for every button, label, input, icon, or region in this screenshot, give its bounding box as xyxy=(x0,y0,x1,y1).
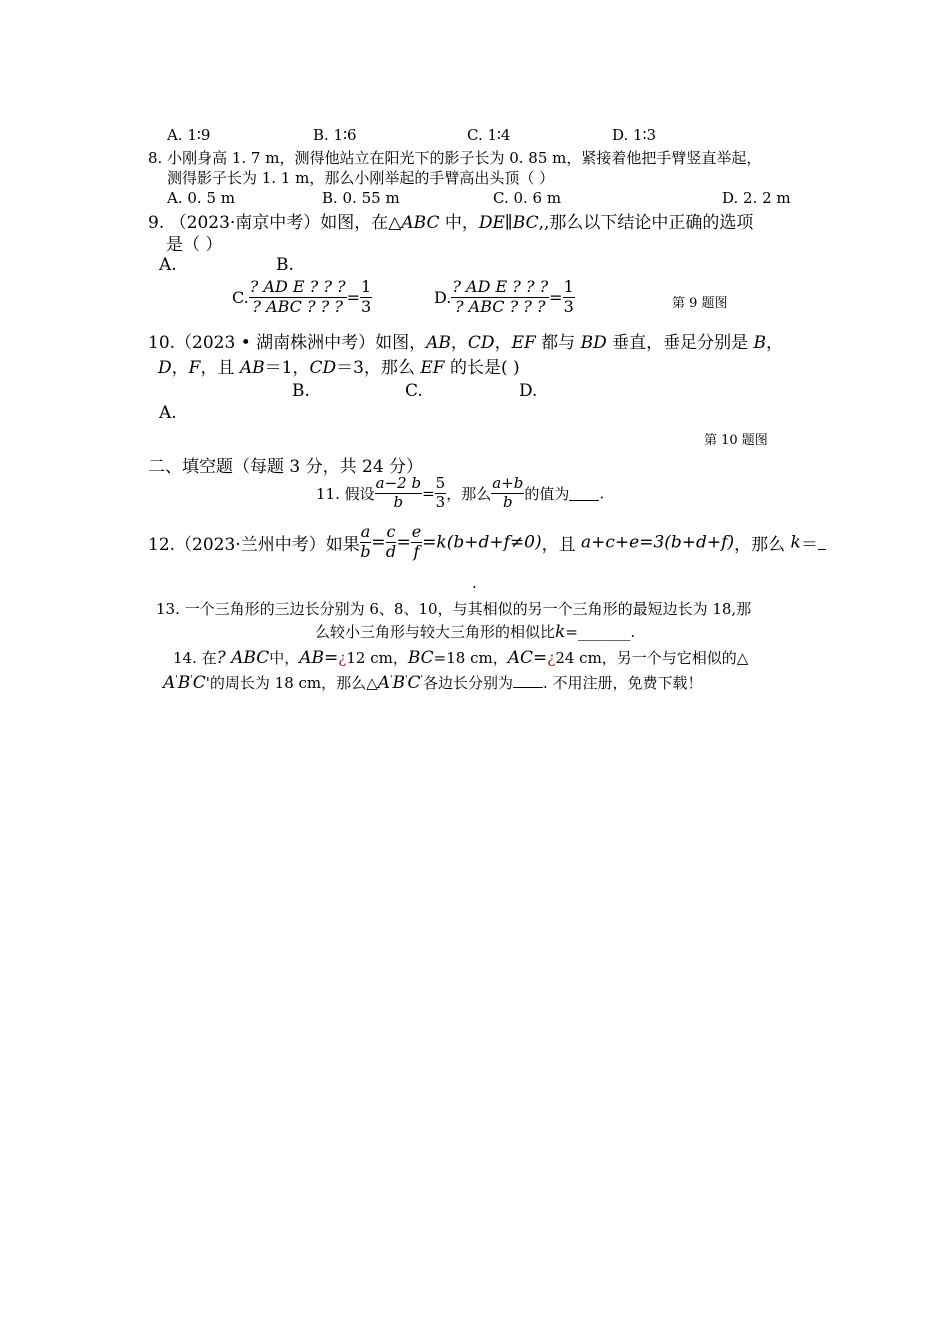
q9-option-c-ratio-num: 1 xyxy=(360,277,372,296)
q10-line2-ab: AB xyxy=(239,358,265,378)
q14-prime3: ' xyxy=(205,674,210,692)
q9-option-c-fraction xyxy=(249,279,347,316)
q12-frac-b: b xyxy=(360,541,371,561)
q14-prime4: ' xyxy=(389,675,393,685)
q12-eq2: = xyxy=(396,532,411,553)
q14-prime1: ' xyxy=(175,675,178,685)
q10-line1 xyxy=(148,328,783,353)
q12-frac-f: f xyxy=(413,541,420,561)
q10-d: D xyxy=(158,358,172,378)
q9-option-a: A. xyxy=(159,255,177,275)
q14-line2 xyxy=(163,672,703,693)
q14-eq1: = xyxy=(324,648,339,668)
q9-de: DE xyxy=(478,213,505,233)
q9-option-c-ratio xyxy=(360,279,372,316)
q14-answer-blank[interactable] xyxy=(513,673,543,688)
q9-option-c-ratio-den: 3 xyxy=(360,296,372,316)
q10-line2-eq1: ＝1， xyxy=(264,358,310,378)
q14-v1: 12 cm， xyxy=(346,649,408,667)
q9-parallel: ∥ xyxy=(504,213,513,233)
q9-option-c xyxy=(232,279,372,316)
q12-dot: . xyxy=(472,574,477,592)
q10-line2-eq2: ＝3，那么 xyxy=(336,358,421,378)
q9-option-d-ratio-num: 1 xyxy=(563,277,574,296)
q10-line2 xyxy=(158,353,520,378)
q12-frac-e: e xyxy=(411,522,422,541)
q9-option-d-ratio xyxy=(563,279,575,316)
q10-cd: CD xyxy=(467,333,495,353)
q12-fraction-cd xyxy=(386,524,397,561)
q9-bc: BC xyxy=(512,213,539,233)
q10-comma4: ， xyxy=(171,358,189,378)
q14-mid1: 中， xyxy=(269,649,300,667)
q10-ab: AB xyxy=(426,333,451,353)
q10-option-d: D. xyxy=(519,381,538,401)
q8-option-b: B. 0. 55 m xyxy=(322,189,400,207)
q12-frac-a: a xyxy=(360,522,371,541)
q9-figure-caption: 第 9 题图 xyxy=(672,296,728,311)
q14-eq2: = xyxy=(533,648,548,668)
q14-prime2: ' xyxy=(190,675,193,685)
q14-c-prime: C xyxy=(192,673,206,693)
q11-equals: = xyxy=(422,484,435,503)
q14-line1 xyxy=(173,647,748,668)
q10-f: F xyxy=(188,358,201,378)
q9-mid: 中， xyxy=(439,213,479,233)
q11-frac3-den: b xyxy=(502,492,513,511)
q7-option-a: A. 1∶9 xyxy=(167,126,211,144)
q14-line2-end: 各边长分别为 xyxy=(422,674,513,692)
q13-line2-text: 么较小三角形与较大三角形的相似比 xyxy=(315,623,556,641)
q14-c-prime-2: C xyxy=(407,673,421,693)
q13-line2 xyxy=(315,621,635,642)
q14-line2-mid: 的周长为 18 cm，那么△ xyxy=(209,674,378,692)
q11-suffix: 的值为 xyxy=(524,484,570,503)
q14-prefix: 14. 在 xyxy=(173,649,217,667)
q12 xyxy=(148,524,826,561)
q14-b-prime: B xyxy=(177,673,191,693)
q10-mid: 都与 xyxy=(535,333,581,353)
q9-option-c-numerator: ? AD E ? ? ? xyxy=(249,277,346,296)
q12-fraction-ef xyxy=(411,524,422,561)
q14-glyph2: ¿ xyxy=(547,649,556,667)
q12-fraction-ab xyxy=(360,524,372,561)
q14-b-prime-2: B xyxy=(392,673,405,693)
q10-option-a: A. xyxy=(159,403,177,423)
q13-k: k xyxy=(555,622,566,642)
q11-answer-blank[interactable] xyxy=(569,486,599,501)
q12-k: k xyxy=(790,532,801,553)
q12-k-expression: =k(b+d+f≠0) xyxy=(422,532,542,553)
q8-option-c: C. 0. 6 m xyxy=(493,189,562,207)
q9-option-c-equals: = xyxy=(346,287,360,307)
q13-line1: 13. 一个三角形的三边长分别为 6、8、10，与其相似的另一个三角形的最短边长为 18,那 xyxy=(156,600,752,618)
q14-ab: AB xyxy=(299,648,325,668)
q14-tail: . 不用注册，免费下载！ xyxy=(542,674,703,692)
q11-fraction-1 xyxy=(375,476,422,511)
q12-prefix: 12.（2023·兰州中考）如果 xyxy=(148,534,360,555)
q14-glyph1: ¿ xyxy=(338,649,347,667)
q9-option-d-denominator: ? ABC ? ? ? xyxy=(454,296,546,316)
q8-line2: 测得影子长为 1. 1 m，那么小刚举起的手臂高出头顶（ ） xyxy=(167,169,555,187)
q11-frac2-num: 5 xyxy=(435,474,446,492)
q9-prefix: 9. （2023·南京中考）如图，在△ xyxy=(148,213,402,233)
q10-prefix: 10.（2023 • 湖南株洲中考）如图， xyxy=(148,333,427,353)
q11 xyxy=(316,476,604,511)
q9-option-d-numerator: ? AD E ? ? ? xyxy=(452,277,549,296)
q10-comma3: ， xyxy=(766,333,784,353)
q14-bc: BC xyxy=(407,648,434,668)
q7-option-c: C. 1∶4 xyxy=(467,126,511,144)
q12-frac-c: c xyxy=(386,522,396,541)
q12-suffix: ，那么 xyxy=(734,534,791,555)
q7-option-b: B. 1∶6 xyxy=(313,126,357,144)
q11-end: . xyxy=(599,484,605,503)
q9-option-c-denominator: ? ABC ? ? ? xyxy=(252,296,343,316)
q14-triangle-abc: ? ABC xyxy=(216,648,270,668)
q10-suffix: 垂直，垂足分别是 xyxy=(606,333,754,353)
q10-option-b: B. xyxy=(292,381,310,401)
q14-ac: AC xyxy=(507,648,534,668)
q9-suffix: ,,那么以下结论中正确的选项 xyxy=(538,213,754,233)
q9-option-d xyxy=(434,279,575,316)
q11-frac3-num: a+b xyxy=(492,474,524,492)
q12-sum-expression: a+c+e=3(b+d+f) xyxy=(581,532,735,553)
q9-line1 xyxy=(148,208,753,233)
q9-option-d-equals: = xyxy=(549,287,563,307)
q10-line2-ef: EF xyxy=(420,358,445,378)
q8-option-d: D. 2. 2 m xyxy=(722,189,791,207)
q12-frac-d: d xyxy=(385,541,397,561)
q11-fraction-3 xyxy=(491,476,524,511)
q14-v2: =18 cm， xyxy=(433,649,508,667)
q12-mid: ，且 xyxy=(541,534,582,555)
q9-option-d-ratio-den: 3 xyxy=(563,296,574,316)
q10-line2-cd: CD xyxy=(309,358,337,378)
q11-fraction-2 xyxy=(435,476,447,511)
q14-prime6: ' xyxy=(420,675,423,685)
q14-a-prime: A xyxy=(163,673,176,693)
q14-v3: 24 cm，另一个与它相似的△ xyxy=(555,649,749,667)
q10-b: B xyxy=(753,333,767,353)
q11-frac2-den: 3 xyxy=(435,492,446,511)
q10-comma2: ， xyxy=(494,333,512,353)
q12-eq1: = xyxy=(371,532,386,553)
q11-mid: ，那么 xyxy=(446,484,492,503)
q10-figure-caption: 第 10 题图 xyxy=(704,433,768,448)
q12-answer-blank[interactable] xyxy=(818,535,826,550)
q9-option-c-label: C. xyxy=(232,287,249,307)
q10-ef: EF xyxy=(511,333,536,353)
q10-line2-end: 的长是( ) xyxy=(444,358,520,378)
q10-comma1: ， xyxy=(450,333,468,353)
q14-prime5: ' xyxy=(404,675,408,685)
q11-prefix: 11. 假设 xyxy=(316,484,375,503)
q8-option-a: A. 0. 5 m xyxy=(167,189,235,207)
q12-end: ＝ xyxy=(800,534,818,555)
q11-frac1-den: b xyxy=(393,492,404,511)
q9-option-d-label: D. xyxy=(434,287,452,307)
q7-option-d: D. 1∶3 xyxy=(612,126,657,144)
q9-line2: 是（ ） xyxy=(166,235,223,255)
q9-option-d-fraction xyxy=(451,279,549,316)
q9-option-b: B. xyxy=(276,255,294,275)
q10-option-c: C. xyxy=(405,381,423,401)
q9-abc: ABC xyxy=(401,213,440,233)
q11-frac1-num: a−2 b xyxy=(375,474,422,492)
section-heading-fill-in: 二、填空题（每题 3 分，共 24 分） xyxy=(148,457,424,477)
q13-line2-end[interactable]: =_______. xyxy=(565,623,636,641)
q14-a-prime-2: A xyxy=(377,673,390,693)
q10-bd: BD xyxy=(580,333,607,353)
q10-line2-mid: ，且 xyxy=(200,358,240,378)
q8-line1: 8. 小刚身高 1. 7 m，测得他站立在阳光下的影子长为 0. 85 m，紧接着他把手臂竖直举起， xyxy=(148,149,762,167)
